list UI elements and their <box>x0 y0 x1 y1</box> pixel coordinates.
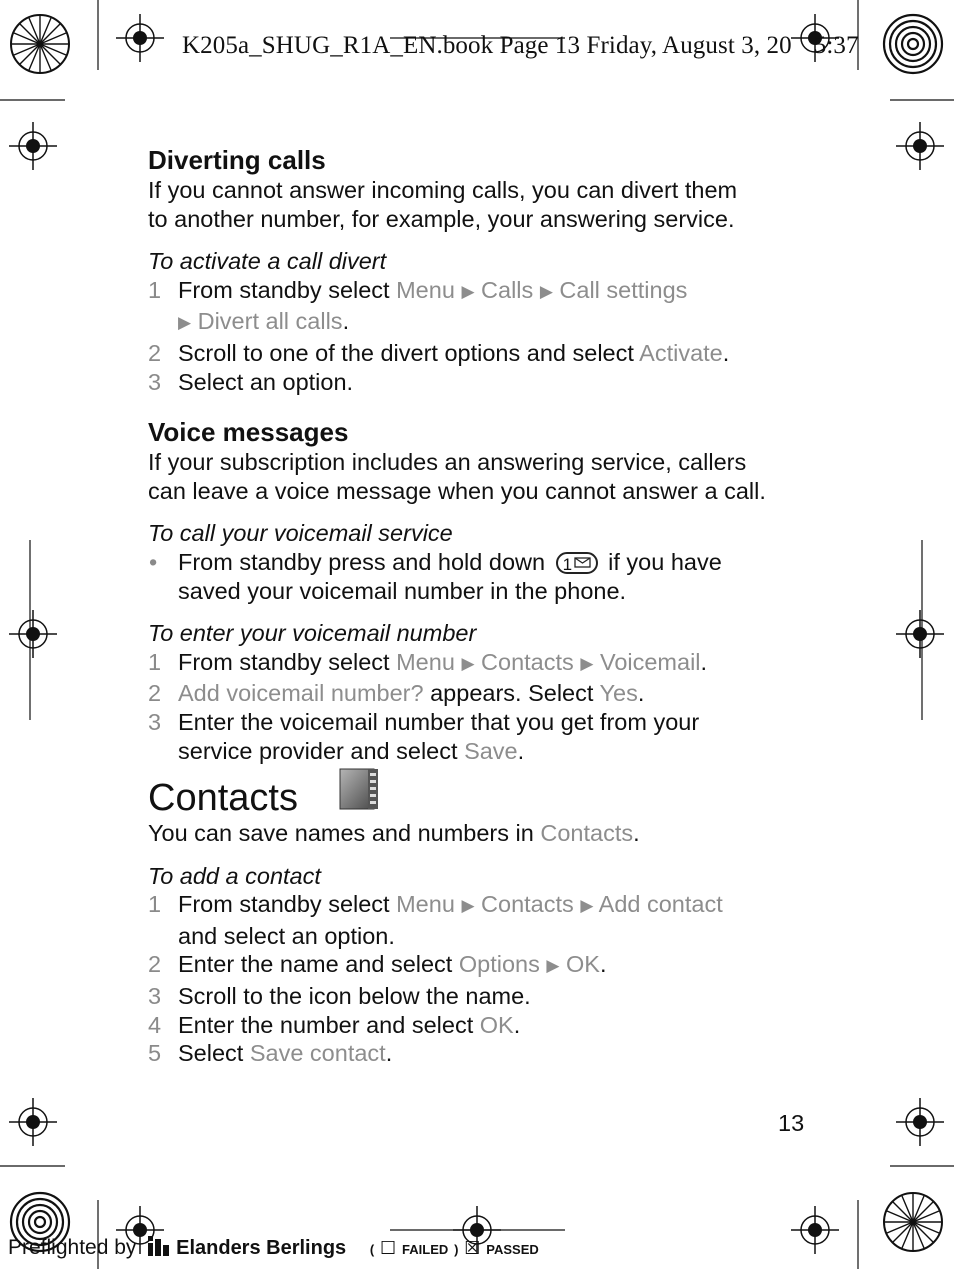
list-item: 1 From standby select Menu ▶ Calls ▶ Call settings ▶ Divert all calls. <box>148 276 688 335</box>
elanders-logo-icon <box>148 1236 170 1262</box>
section-heading-voice: Voice messages <box>148 417 349 448</box>
preflight-label: Preflighted by <box>8 1236 137 1259</box>
passed-label: PASSED <box>486 1242 539 1257</box>
list-item: 1 From standby select Menu ▶ Contacts ▶ Voicemail. <box>148 648 708 675</box>
steps-list <box>148 890 828 1068</box>
phonebook-icon <box>338 767 384 818</box>
passed-checkbox-icon: ☒ <box>464 1238 481 1258</box>
section-heading-diverting: Diverting calls <box>148 145 326 175</box>
list-item: 3 Select an option. <box>148 368 354 395</box>
preflight-footer: Preflighted by Elanders Berlings ( ☐ FAILED ) ☒ PASSED <box>8 1236 539 1262</box>
subheading-activate-divert: To activate a call divert <box>148 248 387 275</box>
intro-text: If your subscription includes an answering service, callers can leave a voice message when you cannot answer a call. <box>148 449 766 504</box>
page-number: 13 <box>778 1110 805 1136</box>
intro-text: You can save names and numbers in Contacts. <box>148 820 640 847</box>
list-item: 1 From standby select Menu ▶ Contacts ▶ Add contact and select an option. <box>148 891 723 949</box>
voicemail-key-icon: 1 <box>556 552 598 574</box>
list-item: 4 Enter the number and select OK. <box>148 1011 521 1038</box>
subheading-add-contact: To add a contact <box>148 862 321 889</box>
running-head-time: 5:37 <box>813 32 859 59</box>
list-item: 3 Enter the voicemail number that you get from your service provider and select Save. <box>148 708 700 764</box>
failed-label: FAILED <box>402 1242 449 1257</box>
list-item: 5 Select Save contact. <box>148 1040 393 1067</box>
subheading-enter-voicemail: To enter your voicemail number <box>148 620 477 647</box>
list-item: 3 Scroll to the icon below the name. <box>148 983 531 1010</box>
page-title: Contacts <box>148 777 298 820</box>
list-item: 2 Scroll to one of the divert options and select Activate. <box>148 339 730 366</box>
list-item: 2 Add voicemail number? appears. Select Yes. <box>148 680 645 707</box>
contacts-title-row <box>148 777 828 819</box>
subheading-call-voicemail: To call your voicemail service <box>148 520 453 547</box>
steps-list <box>148 276 828 396</box>
running-head <box>182 32 859 60</box>
intro-text: If you cannot answer incoming calls, you can divert them to another number, for example, your answering service. <box>148 177 738 232</box>
brand-name: Elanders Berlings <box>176 1237 347 1259</box>
list-item: 2 Enter the name and select Options ▶ OK. <box>148 951 607 978</box>
page-content <box>148 144 828 1068</box>
list-item: • From standby press and hold down 1 if you have saved your voicemail number in the phone. <box>149 548 722 604</box>
bullet-list <box>148 548 828 605</box>
steps-list <box>148 648 828 765</box>
running-head-text: K205a_SHUG_R1A_EN.book Page 13 Friday, August 3, 20 <box>182 32 792 59</box>
failed-checkbox-icon: ☐ <box>380 1238 397 1258</box>
